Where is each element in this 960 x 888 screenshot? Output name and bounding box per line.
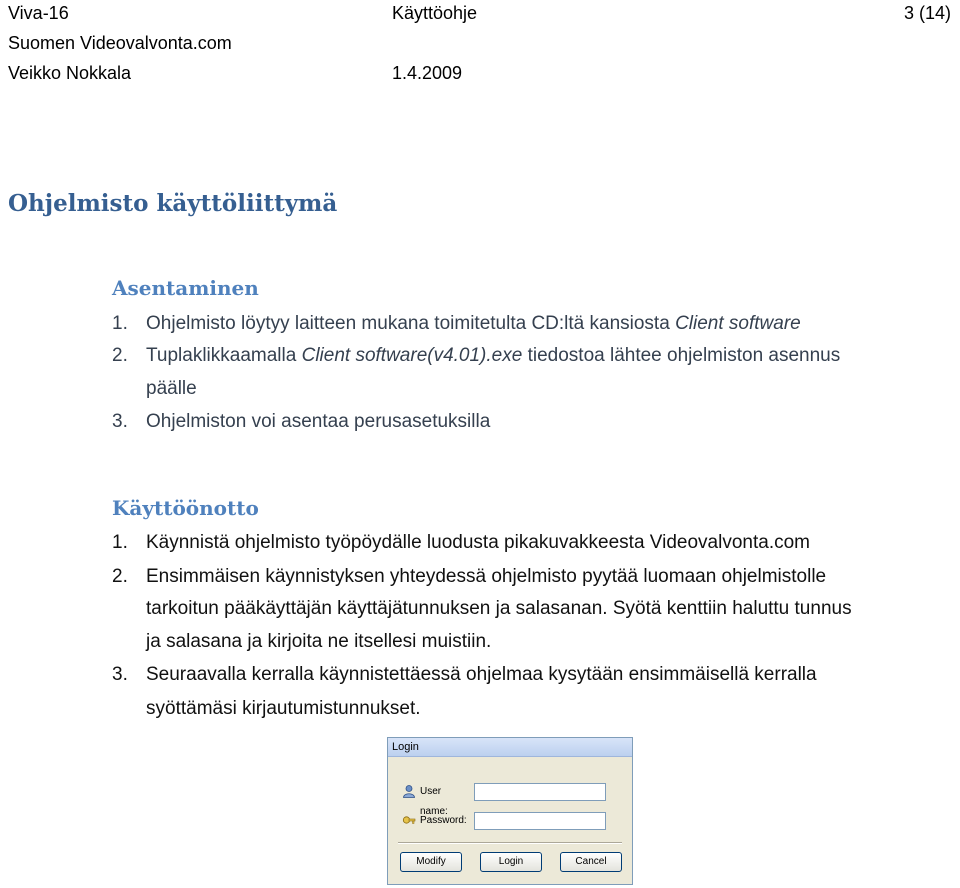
list-number: 2. bbox=[112, 566, 128, 587]
page-title: Ohjelmisto käyttöliittymä bbox=[8, 190, 338, 217]
dialog-title: Login bbox=[388, 738, 632, 757]
list-number: 3. bbox=[112, 664, 128, 685]
password-input[interactable] bbox=[474, 812, 606, 830]
list-text: syöttämäsi kirjautumistunnukset. bbox=[146, 698, 421, 719]
dialog-separator bbox=[398, 842, 622, 844]
cancel-button[interactable]: Cancel bbox=[560, 852, 622, 872]
section-heading-setup: Käyttöönotto bbox=[112, 496, 259, 520]
list-text: päälle bbox=[146, 378, 197, 399]
user-icon bbox=[402, 784, 416, 798]
list-number: 1. bbox=[112, 313, 128, 334]
user-name-input[interactable] bbox=[474, 783, 606, 801]
list-text: ja salasana ja kirjoita ne itsellesi muistiin. bbox=[146, 631, 492, 652]
header-doc-code: Viva-16 bbox=[8, 3, 69, 23]
list-text: Ensimmäisen käynnistyksen yhteydessä ohjelmisto pyytää luomaan ohjelmistolle bbox=[146, 566, 827, 587]
login-dialog bbox=[387, 737, 633, 885]
password-label: Password: bbox=[420, 815, 467, 826]
header-page-number: 3 (14) bbox=[904, 3, 952, 23]
list-number: 2. bbox=[112, 345, 128, 366]
list-number: 3. bbox=[112, 411, 128, 432]
list-text: Seuraavalla kerralla käynnistettäessä ohjelmaa kysytään ensimmäisellä kerralla bbox=[146, 664, 817, 685]
key-icon bbox=[402, 813, 416, 827]
list-text: Ohjelmisto löytyy laitteen mukana toimitetulta CD:ltä kansiosta Client software bbox=[146, 313, 801, 334]
list-text: Ohjelmiston voi asentaa perusasetuksilla bbox=[146, 411, 491, 432]
list-text: tarkoitun pääkäyttäjän käyttäjätunnuksen ja salasanan. Syötä kenttiin haluttu tunnus bbox=[146, 598, 852, 619]
list-text: Tuplaklikkaamalla Client software(v4.01).exe tiedostoa lähtee ohjelmiston asennus bbox=[146, 345, 841, 366]
header-author: Veikko Nokkala bbox=[8, 63, 132, 83]
user-name-label: User name: bbox=[420, 786, 448, 817]
list-text: Käynnistä ohjelmisto työpöydälle luodusta pikakuvakkeesta Videovalvonta.com bbox=[146, 532, 810, 553]
login-button[interactable]: Login bbox=[480, 852, 542, 872]
section-heading-install: Asentaminen bbox=[112, 276, 259, 300]
modify-button[interactable]: Modify bbox=[400, 852, 462, 872]
header-date: 1.4.2009 bbox=[392, 63, 463, 83]
header-company: Suomen Videovalvonta.com bbox=[8, 33, 232, 53]
header-doc-type: Käyttöohje bbox=[392, 3, 478, 23]
list-number: 1. bbox=[112, 532, 128, 553]
